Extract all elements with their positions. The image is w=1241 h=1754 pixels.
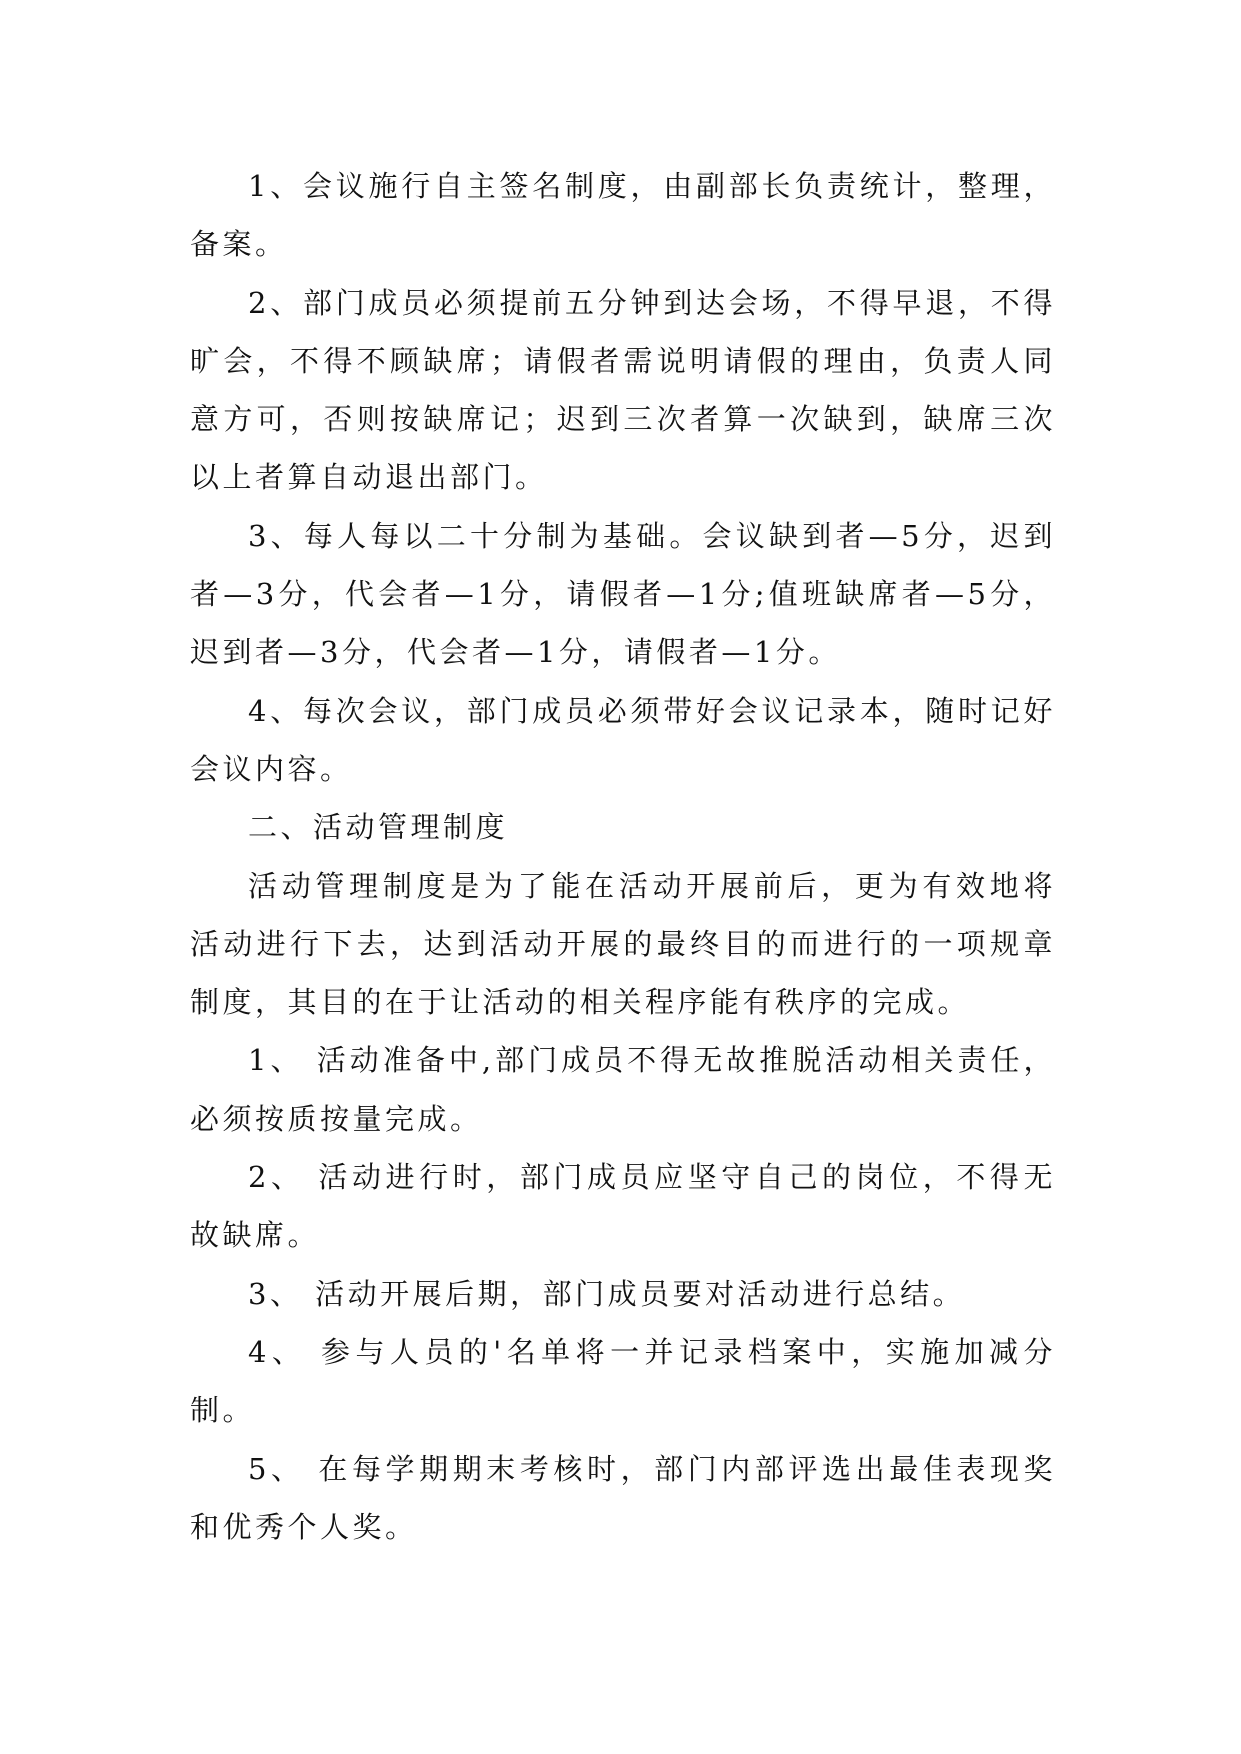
paragraph-activity-rule-3: 3、 活动开展后期，部门成员要对活动进行总结。 [248, 1276, 966, 1311]
paragraph-activity-rule-1: 1、 活动准备中,部门成员不得无故推脱活动相关责任，必须按质按量完成。 [190, 1043, 1056, 1136]
paragraph-activity-rule-5: 5、 在每学期期末考核时，部门内部评选出最佳表现奖和优秀个人奖。 [190, 1451, 1056, 1544]
paragraph-activity-rule-2: 2、 活动进行时，部门成员应坚守自己的岗位，不得无故缺席。 [190, 1160, 1056, 1253]
paragraph-activity-rule-4: 4、 参与人员的'名单将一并记录档案中，实施加减分制。 [190, 1334, 1056, 1428]
paragraph-meeting-rule-3: 3、每人每以二十分制为基础。会议缺到者—5分，迟到者—3分，代会者—1分，请假者—1分;值班缺席者—5分，迟到者—3分，代会者—1分，请假者—1分。 [190, 518, 1056, 670]
paragraph-activity-intro: 活动管理制度是为了能在活动开展前后，更为有效地将活动进行下去，达到活动开展的最终目的而进行的一项规章制度，其目的在于让活动的相关程序能有秩序的完成。 [190, 868, 1056, 1020]
section-heading-activity-management: 二、活动管理制度 [248, 810, 509, 845]
paragraph-meeting-rule-2: 2、部门成员必须提前五分钟到达会场，不得早退，不得旷会，不得不顾缺席；请假者需说明请假的理由，负责人同意方可，否则按缺席记；迟到三次者算一次缺到，缺席三次以上者算自动退出部门。 [190, 285, 1056, 495]
paragraph-meeting-rule-1: 1、会议施行自主签名制度，由副部长负责统计，整理，备案。 [190, 169, 1056, 262]
paragraph-meeting-rule-4: 4、每次会议，部门成员必须带好会议记录本，随时记好会议内容。 [190, 693, 1056, 786]
document-body [190, 157, 1056, 1556]
